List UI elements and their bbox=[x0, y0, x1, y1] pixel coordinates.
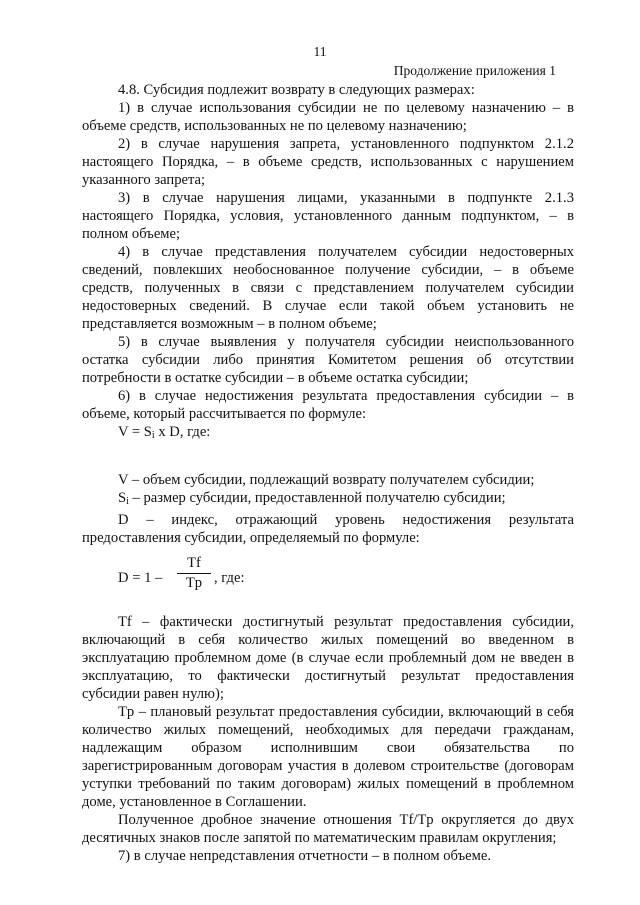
item-1: 1) в случае использования субсидии не по целевому назначению – в объеме средств, использованных не по целевому назначению; bbox=[82, 100, 574, 134]
document-body bbox=[82, 81, 574, 865]
formula-v: $V = S_i$ x D, где: bbox=[118, 424, 211, 441]
clause-4-8: 4.8. Субсидия подлежит возврату в следующих размерах: bbox=[118, 82, 475, 98]
rounding-rule: Полученное дробное значение отношения Tf/Tp округляется до двух десятичных знаков после запятой по математическим правилам округления; bbox=[82, 812, 574, 846]
item-3: 3) в случае нарушения лицами, указанными в подпункте 2.1.3 настоящего Порядка, условия, установленного данным подпунктом, – в полном объеме; bbox=[82, 190, 574, 242]
def-d: D – индекс, отражающий уровень недостижения результата предоставления субсидии, определяемый по формуле: bbox=[82, 512, 574, 546]
item-5: 5) в случае выявления у получателя субсидии неиспользованного остатка субсидии либо принятия Комитетом решения об отсутствии потребности в остатке субсидии – в объеме остатка субсидии; bbox=[82, 334, 574, 386]
formula-d bbox=[82, 553, 574, 605]
fraction bbox=[177, 555, 211, 592]
def-s: $S_i$ – размер субсидии, предоставленной получателю субсидии; bbox=[118, 490, 506, 507]
def-tp: Tp – плановый результат предоставления субсидии, включающий в себя количество жилых помещений, необходимых для передачи гражданам, надлежащим образом исполнившим свои обязательства по зарегистрированным договорам участия в долевом строительстве (договорам уступки требований по таким договорам) жилых помещений в проблемном доме, установленное в Соглашении. bbox=[82, 704, 574, 810]
item-6: 6) в случае недостижения результата предоставления субсидии – в объеме, который рассчитывается по формуле: bbox=[82, 388, 574, 422]
formula-d-tail: , где: bbox=[214, 570, 245, 586]
fraction-bar bbox=[177, 573, 211, 574]
formula-d-lhs: D = 1 – bbox=[118, 570, 163, 586]
item-7: 7) в случае непредставления отчетности – в полном объеме. bbox=[118, 848, 491, 864]
def-tf: Tf – фактически достигнутый результат предоставления субсидии, включающий в себя количество жилых помещений во введенном в эксплуатацию проблемном доме (в случае если проблемный дом не введен в эксплуатацию, то фактически достигнутый результат предоставления субсидии равен нулю); bbox=[82, 614, 574, 702]
continuation-note: Продолжение приложения 1 bbox=[393, 63, 556, 78]
item-4: 4) в случае представления получателем субсидии недостоверных сведений, повлекших необоснованное получение субсидии, – в объеме средств, полученных в связи с представлением получателем субсидии недостоверных сведений. В случае если такой объем установить не представляется возможным – в полном объеме; bbox=[82, 244, 574, 332]
page-number: 11 bbox=[313, 44, 327, 59]
fraction-numerator: Tf bbox=[187, 555, 201, 571]
fraction-denominator: Tp bbox=[185, 575, 203, 591]
item-2: 2) в случае нарушения запрета, установленного подпунктом 2.1.2 настоящего Порядка, – в объеме средств, использованных с нарушением указанного запрета; bbox=[82, 136, 574, 188]
def-v: V – объем субсидии, подлежащий возврату получателем субсидии; bbox=[118, 472, 535, 488]
